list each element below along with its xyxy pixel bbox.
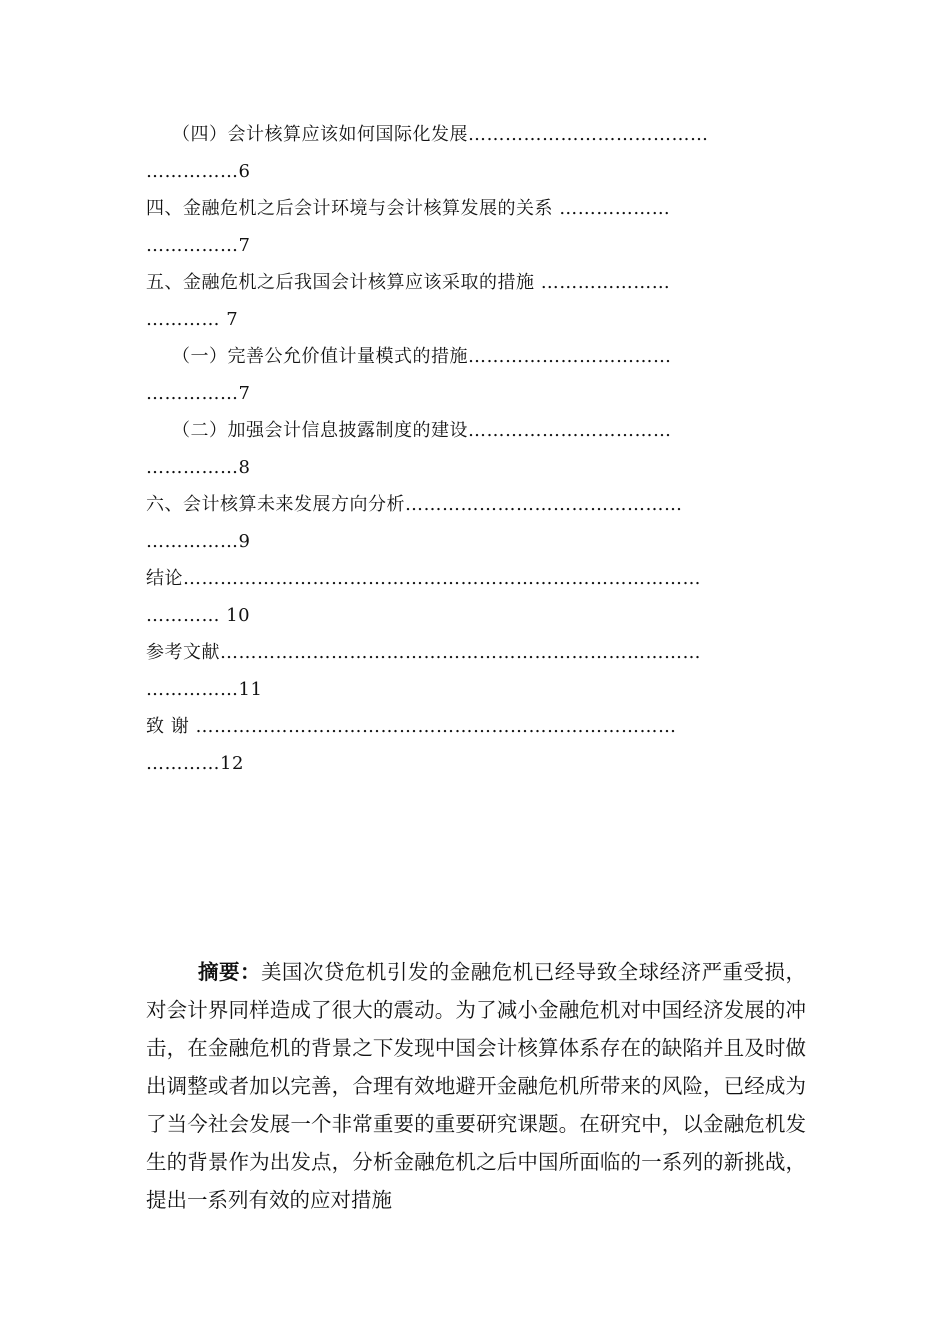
toc-entry-page: ……………9 (146, 531, 251, 552)
toc-entry[interactable] (146, 560, 806, 634)
table-of-contents (146, 116, 806, 782)
toc-entry-page: ……………7 (146, 383, 251, 404)
toc-entry[interactable] (146, 486, 806, 560)
abstract-label: 摘要： (198, 959, 261, 984)
toc-entry-title: 参考文献…………………………………………………………………… (146, 642, 701, 663)
toc-entry-page: ……………11 (146, 679, 263, 700)
toc-entry-title: 结论………………………………………………………………………… (146, 568, 701, 589)
toc-entry-page: ………… 10 (146, 605, 251, 626)
toc-entry-title: 五、金融危机之后我国会计核算应该采取的措施 ………………… (146, 272, 671, 293)
toc-entry[interactable] (146, 338, 806, 412)
toc-entry-page: ………… 7 (146, 309, 239, 330)
toc-entry[interactable] (146, 412, 806, 486)
toc-entry-title: 四、金融危机之后会计环境与会计核算发展的关系 ……………… (146, 198, 671, 219)
toc-entry[interactable] (146, 190, 806, 264)
toc-entry-page: ……………7 (146, 235, 251, 256)
toc-entry[interactable] (146, 264, 806, 338)
abstract-text: 美国次贷危机引发的金融危机已经导致全球经济严重受损，对会计界同样造成了很大的震动。为了减小金融危机对中国经济发展的冲击，在金融危机的背景之下发现中国会计核算体系存在的缺陷并且及时做出调整或者加以完善，合理有效地避开金融危机所带来的风险，已经成为了当今社会发展一个非常重要的重要研究课题。在研究中，以金融危机发生的背景作为出发点，分析金融危机之后中国所面临的一系列的新挑战，提出一系列有效的应对措施 (146, 959, 807, 1212)
toc-entry-page: ……………6 (146, 161, 251, 182)
toc-entry-title: 致 谢 …………………………………………………………………… (146, 716, 677, 737)
toc-entry[interactable] (146, 634, 806, 708)
toc-entry-title: （一）完善公允价值计量模式的措施…………………………… (172, 346, 672, 367)
toc-entry-page: …………12 (146, 753, 244, 774)
toc-entry-title: （四）会计核算应该如何国际化发展………………………………… (172, 124, 709, 145)
toc-entry-title: 六、会计核算未来发展方向分析……………………………………… (146, 494, 683, 515)
abstract-paragraph (146, 953, 806, 1219)
toc-entry[interactable] (146, 116, 806, 190)
toc-entry[interactable] (146, 708, 806, 782)
toc-entry-title: （二）加强会计信息披露制度的建设…………………………… (172, 420, 672, 441)
toc-entry-page: ……………8 (146, 457, 251, 478)
